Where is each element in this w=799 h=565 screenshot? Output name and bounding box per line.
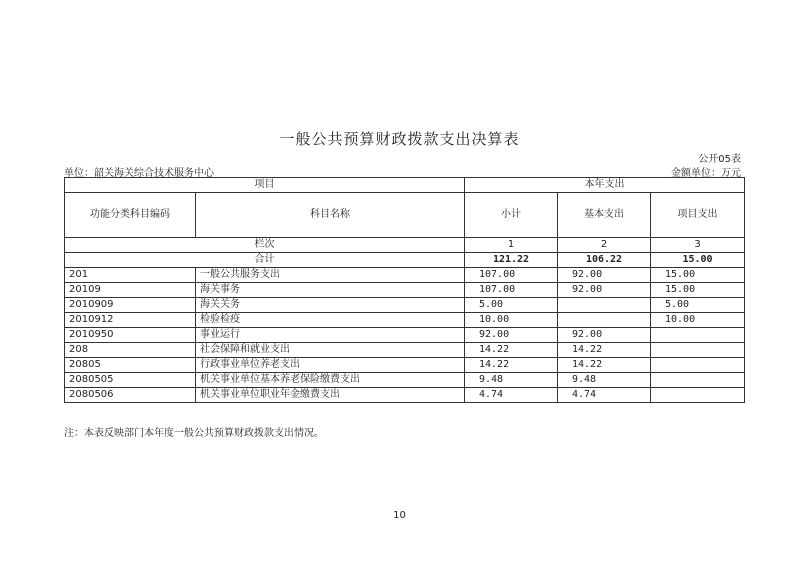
row-subtotal: 107.00 bbox=[465, 268, 558, 283]
table-row bbox=[65, 388, 745, 403]
row-subtotal: 4.74 bbox=[465, 388, 558, 403]
table-row bbox=[65, 343, 745, 358]
total-row bbox=[65, 253, 745, 268]
row-basic-expense: 92.00 bbox=[558, 268, 651, 283]
page-title: 一般公共预算财政拨款支出决算表 bbox=[279, 130, 520, 148]
table-row bbox=[65, 358, 745, 373]
row-subtotal: 14.22 bbox=[465, 343, 558, 358]
money-unit: 金额单位：万元 bbox=[671, 168, 741, 179]
row-subject-name: 机关事业单位基本养老保险缴费支出 bbox=[196, 373, 465, 388]
row-code: 2080505 bbox=[65, 373, 196, 388]
row-code: 2010909 bbox=[65, 298, 196, 313]
header-subtotal: 小计 bbox=[465, 193, 558, 238]
row-subject-name: 一般公共服务支出 bbox=[196, 268, 465, 283]
row-code: 2010912 bbox=[65, 313, 196, 328]
row-subtotal: 5.00 bbox=[465, 298, 558, 313]
header-row-2 bbox=[65, 193, 745, 238]
unit-name: 单位：韶关海关综合技术服务中心 bbox=[64, 168, 214, 179]
column-index-label: 栏次 bbox=[65, 238, 465, 253]
column-index-3: 3 bbox=[651, 238, 745, 253]
table-row bbox=[65, 298, 745, 313]
row-subject-name: 检验检疫 bbox=[196, 313, 465, 328]
row-basic-expense bbox=[558, 313, 651, 328]
row-basic-expense bbox=[558, 298, 651, 313]
row-code: 201 bbox=[65, 268, 196, 283]
row-project-expense: 5.00 bbox=[651, 298, 745, 313]
total-project: 15.00 bbox=[651, 253, 745, 268]
header-row-1 bbox=[65, 178, 745, 193]
row-project-expense bbox=[651, 343, 745, 358]
row-project-expense bbox=[651, 328, 745, 343]
table-note: 注：本表反映部门本年度一般公共预算财政拨款支出情况。 bbox=[64, 428, 324, 439]
row-subject-name: 海关关务 bbox=[196, 298, 465, 313]
form-number: 公开05表 bbox=[698, 154, 741, 165]
page-number: 10 bbox=[393, 510, 406, 521]
row-code: 20805 bbox=[65, 358, 196, 373]
row-project-expense bbox=[651, 358, 745, 373]
row-basic-expense: 92.00 bbox=[558, 328, 651, 343]
row-code: 2080506 bbox=[65, 388, 196, 403]
row-subject-name: 行政事业单位养老支出 bbox=[196, 358, 465, 373]
header-current-year-expense: 本年支出 bbox=[465, 178, 745, 193]
header-func-code: 功能分类科目编码 bbox=[65, 193, 196, 238]
row-subject-name: 海关事务 bbox=[196, 283, 465, 298]
header-subject-name: 科目名称 bbox=[196, 193, 465, 238]
expense-table bbox=[64, 177, 745, 403]
row-basic-expense: 4.74 bbox=[558, 388, 651, 403]
row-subject-name: 机关事业单位职业年金缴费支出 bbox=[196, 388, 465, 403]
total-basic: 106.22 bbox=[558, 253, 651, 268]
row-project-expense: 10.00 bbox=[651, 313, 745, 328]
row-subject-name: 事业运行 bbox=[196, 328, 465, 343]
column-index-2: 2 bbox=[558, 238, 651, 253]
row-project-expense: 15.00 bbox=[651, 268, 745, 283]
row-subtotal: 9.48 bbox=[465, 373, 558, 388]
row-subtotal: 10.00 bbox=[465, 313, 558, 328]
row-basic-expense: 92.00 bbox=[558, 283, 651, 298]
row-subtotal: 14.22 bbox=[465, 358, 558, 373]
row-project-expense: 15.00 bbox=[651, 283, 745, 298]
table-row bbox=[65, 268, 745, 283]
table-row bbox=[65, 328, 745, 343]
row-code: 2010950 bbox=[65, 328, 196, 343]
row-basic-expense: 14.22 bbox=[558, 343, 651, 358]
header-project: 项目 bbox=[65, 178, 465, 193]
row-subtotal: 107.00 bbox=[465, 283, 558, 298]
header-basic-expense: 基本支出 bbox=[558, 193, 651, 238]
column-index-1: 1 bbox=[465, 238, 558, 253]
row-basic-expense: 14.22 bbox=[558, 358, 651, 373]
row-code: 208 bbox=[65, 343, 196, 358]
table-row bbox=[65, 283, 745, 298]
row-project-expense bbox=[651, 373, 745, 388]
table-row bbox=[65, 313, 745, 328]
header-project-expense: 项目支出 bbox=[651, 193, 745, 238]
row-subtotal: 92.00 bbox=[465, 328, 558, 343]
row-basic-expense: 9.48 bbox=[558, 373, 651, 388]
row-project-expense bbox=[651, 388, 745, 403]
total-label: 合计 bbox=[65, 253, 465, 268]
total-subtotal: 121.22 bbox=[465, 253, 558, 268]
row-code: 20109 bbox=[65, 283, 196, 298]
column-index-row bbox=[65, 238, 745, 253]
row-subject-name: 社会保障和就业支出 bbox=[196, 343, 465, 358]
table-row bbox=[65, 373, 745, 388]
